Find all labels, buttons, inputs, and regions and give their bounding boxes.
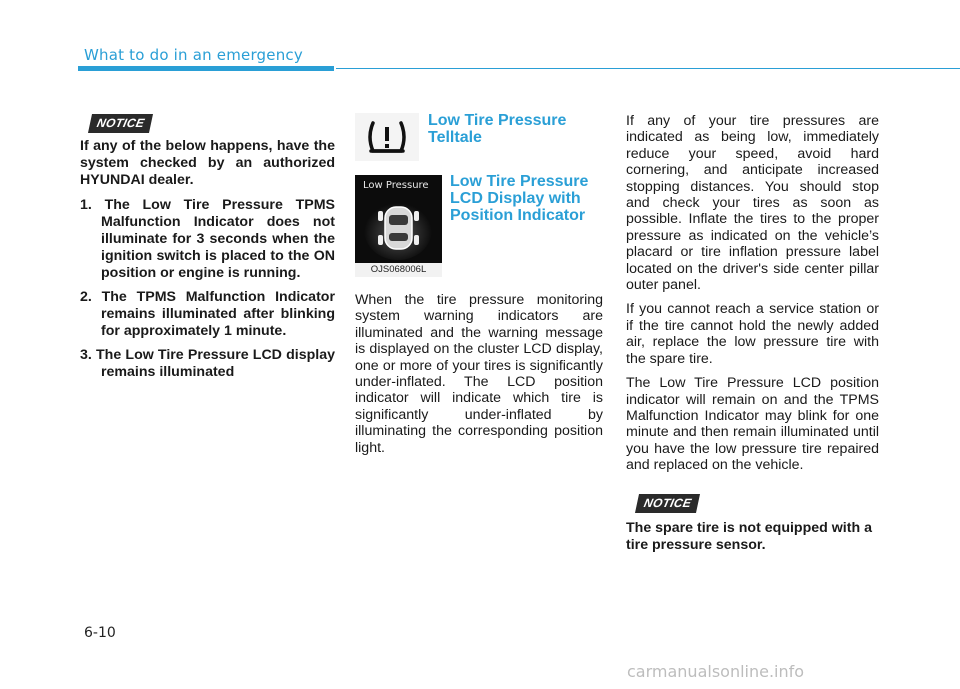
notice-badge-left: NOTICE bbox=[88, 114, 153, 133]
car-top-view-icon bbox=[355, 175, 442, 263]
heading-low-tire-pressure-telltale: Low Tire Pressure Telltale bbox=[428, 112, 567, 146]
watermark: carmanualsonline.info bbox=[627, 662, 805, 681]
section-title: What to do in an emergency bbox=[84, 46, 303, 64]
spare-tire-notice: The spare tire is not equipped with a tire pressure sensor. bbox=[626, 520, 872, 553]
low-pressure-action-paragraph: If any of your tire pressures are indicated as being low, immediately reduce your speed, avoid hard cornering, and anticipate increased stopping distances. You should stop and check your tires as soon as possible. Inflate the tires to the proper pressure as indicated on the vehicle’s placard or tire inflation pressure label located on the driver's side center pillar outer panel. bbox=[626, 113, 879, 294]
page-number: 6-10 bbox=[84, 625, 116, 641]
heading-lcd-display-position-indicator: Low Tire Pressure LCD Display with Position Indicator bbox=[450, 173, 589, 224]
header-rule-thin bbox=[336, 68, 960, 69]
notice-item-2: 2. The TPMS Malfunction Indicator remains illuminated after blinking for approximately 1 minute. bbox=[80, 289, 335, 339]
tire-pressure-warning-icon bbox=[355, 113, 419, 161]
lcd-screen-title: Low Pressure bbox=[363, 180, 429, 191]
notice-item-3: 3. The Low Tire Pressure LCD display remains illuminated bbox=[80, 347, 335, 380]
right-column bbox=[626, 113, 879, 482]
notice-intro: If any of the below happens, have the system checked by an authorized HYUNDAI dealer. bbox=[80, 138, 335, 188]
lcd-display-image bbox=[355, 175, 442, 277]
notice-badge-right: NOTICE bbox=[635, 494, 700, 513]
notice-item-1: 1. The Low Tire Pressure TPMS Malfunction Indicator does not illuminate for 3 seconds when the ignition switch is placed to the ON position or engine is running. bbox=[80, 197, 335, 281]
indicator-remains-paragraph: The Low Tire Pressure LCD position indicator will remain on and the TPMS Malfunction Indicator may blink for one minute and then remain illuminated until you have the low pressure tire repaired and replaced on the vehicle. bbox=[626, 375, 879, 474]
spare-tire-paragraph: If you cannot reach a service station or if the tire cannot hold the newly added air, replace the low pressure tire with the spare tire. bbox=[626, 301, 879, 367]
image-code-label: OJS068006L bbox=[355, 263, 442, 277]
tpms-warning-description: When the tire pressure monitoring system warning indicators are illuminated and the warning message is displayed on the cluster LCD display, one or more of your tires is significantly under-inflated. The LCD position indicator will indicate which tire is significantly under-inflated by illuminating the corresponding position light. bbox=[355, 292, 603, 456]
left-column bbox=[80, 138, 335, 388]
header-rule-thick bbox=[78, 66, 334, 71]
